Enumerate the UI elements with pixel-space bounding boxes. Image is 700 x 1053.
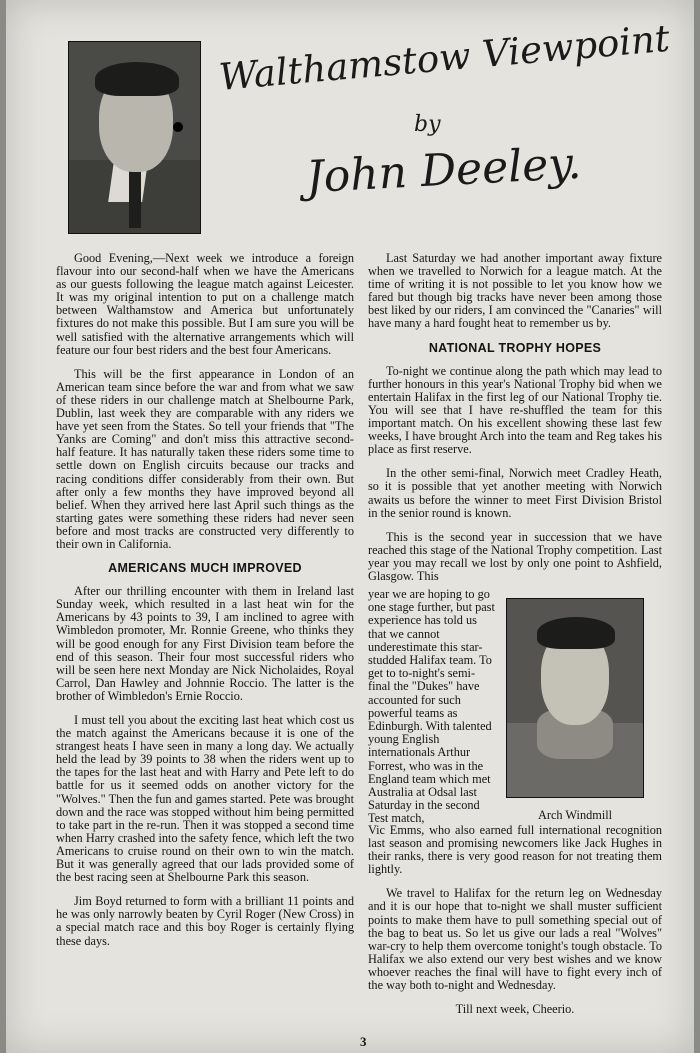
page-number: 3 [360,1034,367,1049]
right-column-bottom [368,824,662,1027]
paragraph: Jim Boyd returned to form with a brilliant 11 points and he was only narrowly beaten by Cyril Roger (New Cross) in a special match race and this boy Roger is certainly flying these days. [56,894,354,948]
rider-photo [506,598,644,798]
section-heading: NATIONAL TROPHY HOPES [428,340,602,355]
paragraph: To-night we continue along the path which may lead to further honours in this year's National Trophy bid when we entertain Halifax in the first leg of our National Trophy tie. You will see that I have re-shuffled the team for this important match. On his excellent showing these last few weeks, I have brought Arch into the team and Reg takes his place as first reserve. [368,363,662,457]
article-title: Walthamstow Viewpoint [217,16,672,100]
photo-caption: Arch Windmill [538,808,613,822]
paragraph: This will be the first appearance in London of an American team since before the war and from what we saw of these riders in our challenge match at Shelbourne Park, Dublin, last week they are comparable with any riders we have yet seen from the States. So tell your friends that "The Yanks are Coming" and don't miss this attractive second-half feature. It has naturally taken these riders some time to settle down on English circuits because our tracks and racing conditions differ considerably from their own. But after only a few months they have improved beyond all belief. When they arrived here last April such things as the starting gates were something these riders had never seen before and most tracks are constructed very differently to their own in California. [56,366,354,551]
paragraph: Vic Emms, who also earned full international recognition last season and promising newcomers like Jack Hughes in their ranks, there is very good reason for not treating them lightly. [368,823,662,877]
paragraph: year we are hoping to go one stage further, but past experience has told us that we cannot underestimate this star-studded Halifax team. To get to to-night's semi-final the "Dukes" have accounted for such powerful teams as Edinburgh. With talented young English internationals Arthur Forrest, who was in the England team which met Australia at Odsal last Saturday in the second Test match, [368,587,495,826]
wrap-text [368,588,496,826]
author-name: John Deeley. [304,137,583,204]
right-column [368,252,662,583]
paragraph: Last Saturday we had another important away fixture when we travelled to Norwich for a league match. At the time of writing it is not possible to let you know how we fared but though big tracks have never been among those best liked by our riders, I am convinced the "Canaries" will have many a hard fought heat to remember us by. [368,251,662,331]
program-page [6,0,694,1053]
paragraph: This is the second year in succession that we have reached this stage of the National Trophy competition. Last year you may recall we lost by only one point to Ashfield, Glasgow. This [368,529,662,583]
left-column [56,252,354,959]
byline-by: by [414,112,441,137]
paragraph: After our thrilling encounter with them in Ireland last Sunday week, which resulted in a last heat win for the Americans by 43 points to 39, I am inclined to agree with Wimbledon promoter, Mr. Ronnie Greene, who thinks they will be good enough for any First Division team before the end of this season. Their four most successful riders who will be seen here next Monday are Nick Nicholaides, Royal Carrol, Dan Hawley and Johnnie Roccio. The latter is the brother of Wimbledon's Ernie Roccio. [56,584,354,703]
paragraph: I must tell you about the exciting last heat which cost us the match against the Americans because it is one of the strangest heats I have seen in many a long day. We actually held the lead by 39 points to 38 when the riders went up to the tapes for the last heat and with Harry and Pete left to do battle for us it seemed odds on another victory for the "Wolves." Then the fun and games started. Pete was brought down and the race was stopped without him being permitted to take part in the re-run. Then it was stopped a second time when Harry crashed into the safety fence, which left the two Americans to cruise round on their own to win the match. But it was generally agreed that our lads provided some of the best racing seen at Shelbourne Park this season. [56,713,354,885]
paragraph: Good Evening,—Next week we introduce a foreign flavour into our second-half when we have the Americans as our guests following the league match against Leicester. It was my original intention to put on a challenge match between Walthamstow and America but unfortunately fixtures do not make this possible. But I am sure you will be well satisfied with the alternative arrangements which will feature our four best riders and the best four Americans. [56,251,354,357]
section-heading: AMERICANS MUCH IMPROVED [108,561,302,576]
author-photo [68,41,201,234]
paragraph: We travel to Halifax for the return leg on Wednesday and it is our hope that to-night we shall muster sufficient points to make them have to pull something special out of the bag to beat us. So let us give our lads a real "Wolves" war-cry to help them overcome tonight's tough obstacle. To Halifax we also extend our very best wishes and we know whoever reaches the final will have to fight every inch of the way both to-night and Wednesday. [368,886,662,993]
signoff: Till next week, Cheerio. [455,1002,575,1017]
paragraph: In the other semi-final, Norwich meet Cradley Heath, so it is possible that yet another meeting with Norwich awaits us before the winner to meet First Division Bristol in the senior round is known. [368,466,662,520]
